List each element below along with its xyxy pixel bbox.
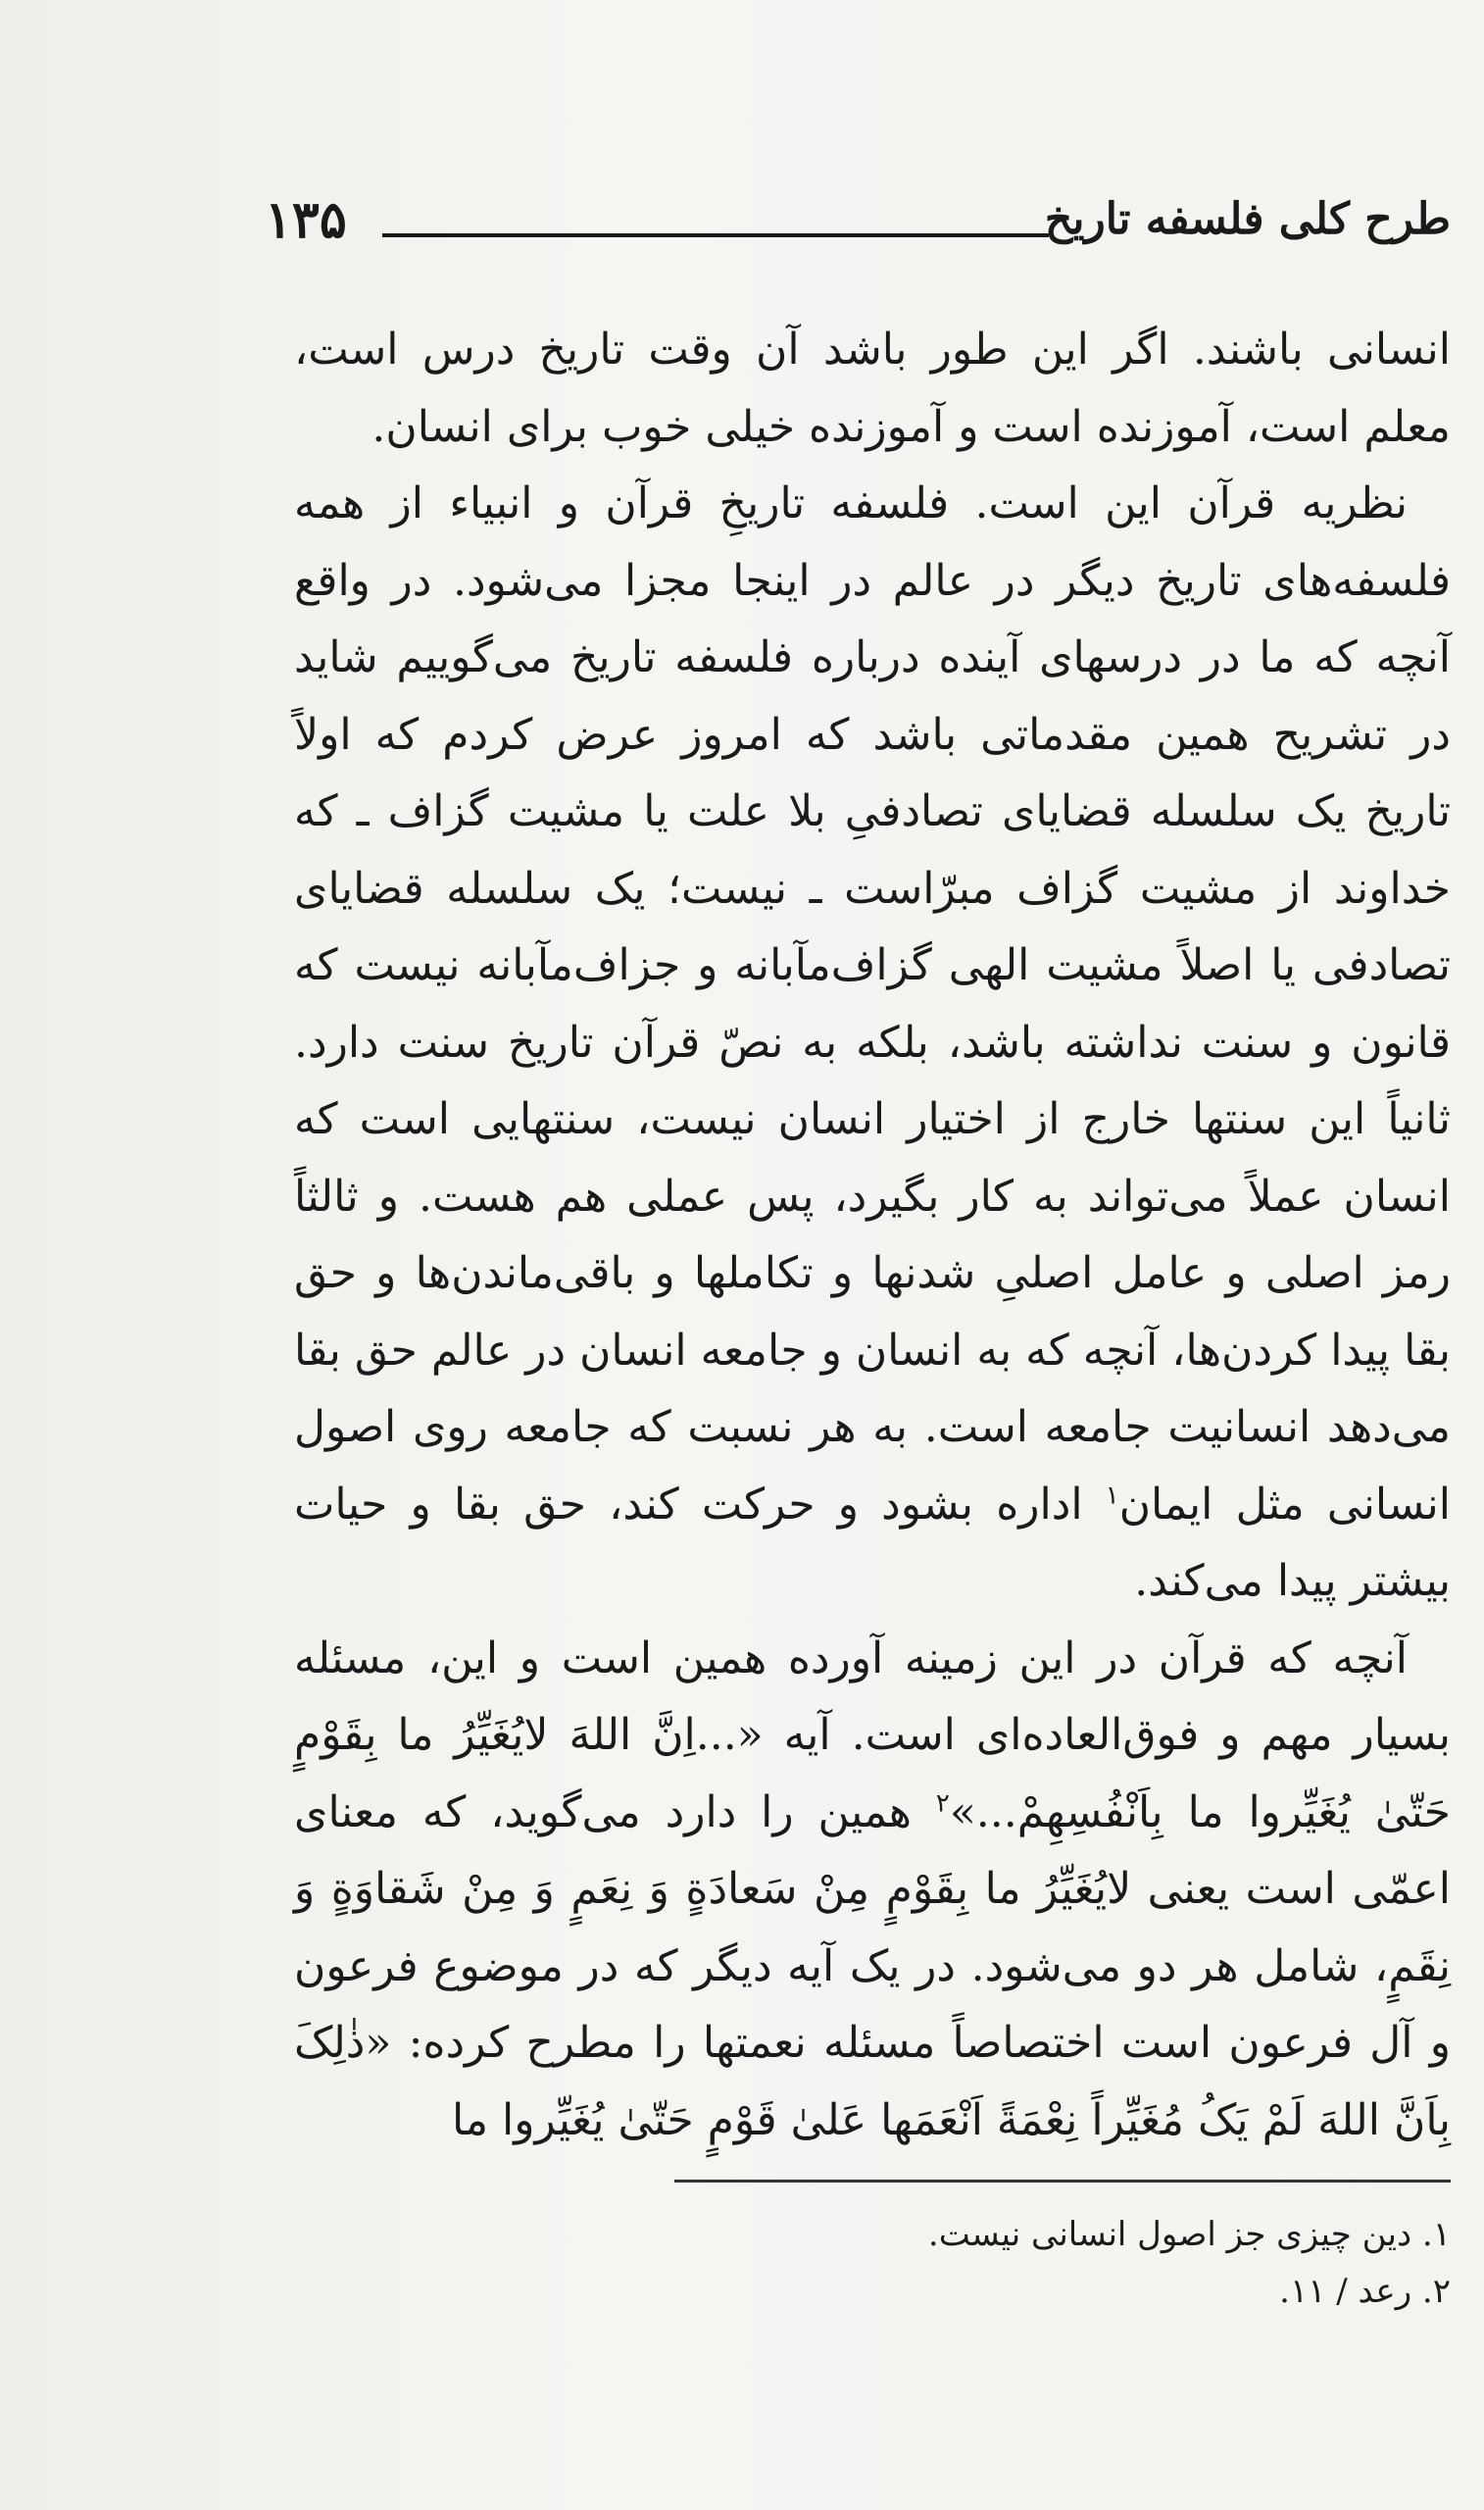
running-head-rule xyxy=(382,233,1049,237)
page-number: ۱۳۵ xyxy=(265,190,347,250)
footnote-ref-2[interactable]: ۲ xyxy=(935,1787,950,1818)
footnote-anchor-word: ایمان xyxy=(1118,1479,1213,1530)
paragraph-text-continued: همین را دارد می‌گوید، که معنای اعمّی است یعنی لایُغَیِّرُ ما بِقَوْمٍ مِنْ سَعادَةٍ وَ نِعَمٍ وَ مِنْ شَقاوَةٍ وَ نِقَمٍ، شامل هر دو می‌شود. در یک آیه دیگر که در موضوع فرعون و آل فرعون است اختصاصاً مسئله نعمتها را مطرح کرده: «ذٰلِکَ بِاَنَّ اللهَ لَمْ یَکُ مُغَیِّراً نِعْمَةً اَنْعَمَها عَلیٰ قَوْمٍ حَتّیٰ یُغَیِّروا ما xyxy=(294,1786,1451,2145)
paragraph-text-continued: اداره بشود و حرکت کند، حق بقا و حیات بیشتر پیدا می‌کند. xyxy=(294,1479,1451,1606)
footnote-2: ۲. رعد / ۱۱. xyxy=(1279,2272,1451,2311)
paragraph-text: نظریه قرآن این است. فلسفه تاریخِ قرآن و انبیاء از همه فلسفه‌های تاریخ دیگر در عالم در اینجا مجزا می‌شود. در واقع آنچه که ما در درسهای آینده درباره فلسفه تاریخ می‌گوییم شاید در تشریح همین مقدماتی باشد که امروز عرض کردم که اولاً تاریخ یک سلسله قضایای تصادفیِ بلا علت یا مشیت گزاف ـ که خداوند از مشیت گزاف مبرّاست ـ نیست؛ یک سلسله قضایای تصادفی یا اصلاً مشیت الهی گزاف‌مآبانه و جزاف‌مآبانه نیست که قانون و سنت نداشته باشد، بلکه به نصّ قرآن تاریخ سنت دارد. ثانیاً این سنتها خارج از اختیار انسان نیست، سنتهایی است که انسان عملاً می‌تواند به کار بگیرد، پس عملی هم هست. و ثالثاً رمز اصلی و عامل اصلیِ شدنها و تکاملها و باقی‌ماندن‌ها و حق بقا پیدا کردن‌ها، آنچه که به انسان و جامعه انسان در عالم حق بقا می‌دهد انسانیت جامعه است. به هر نسبت که جامعه روی اصول انسانی مثل xyxy=(294,478,1451,1530)
running-head-title: طرح کلی فلسفه تاریخ xyxy=(1044,194,1451,244)
footnote-1: ۱. دین چیزی جز اصول انسانی نیست. xyxy=(927,2215,1451,2254)
running-head xyxy=(265,186,1451,265)
footnote-ref-1[interactable]: ۱ xyxy=(1105,1480,1119,1510)
footnote-divider xyxy=(674,2180,1451,2183)
footnotes xyxy=(686,2206,1451,2320)
paragraph-2 xyxy=(294,466,1451,1621)
paragraph-3 xyxy=(294,1621,1451,2160)
paragraph-text: آنچه که قرآن در این زمینه آورده همین است و این، مسئله بسیار مهم و فوق‌العاده‌ای است. آیه «...اِنَّ اللهَ لایُغَیِّرُ ما بِقَوْمٍ حَتّیٰ یُغَیِّروا ما بِاَنْفُسِهِمْ...» xyxy=(294,1632,1451,1837)
paragraph-1 xyxy=(294,312,1451,466)
paragraph-text: انسانی باشند. اگر این طور باشد آن وقت تاریخ درس است، معلم است، آموزنده است و آموزنده خیلی خوب برای انسان. xyxy=(294,325,1451,452)
body-text xyxy=(294,312,1451,2159)
